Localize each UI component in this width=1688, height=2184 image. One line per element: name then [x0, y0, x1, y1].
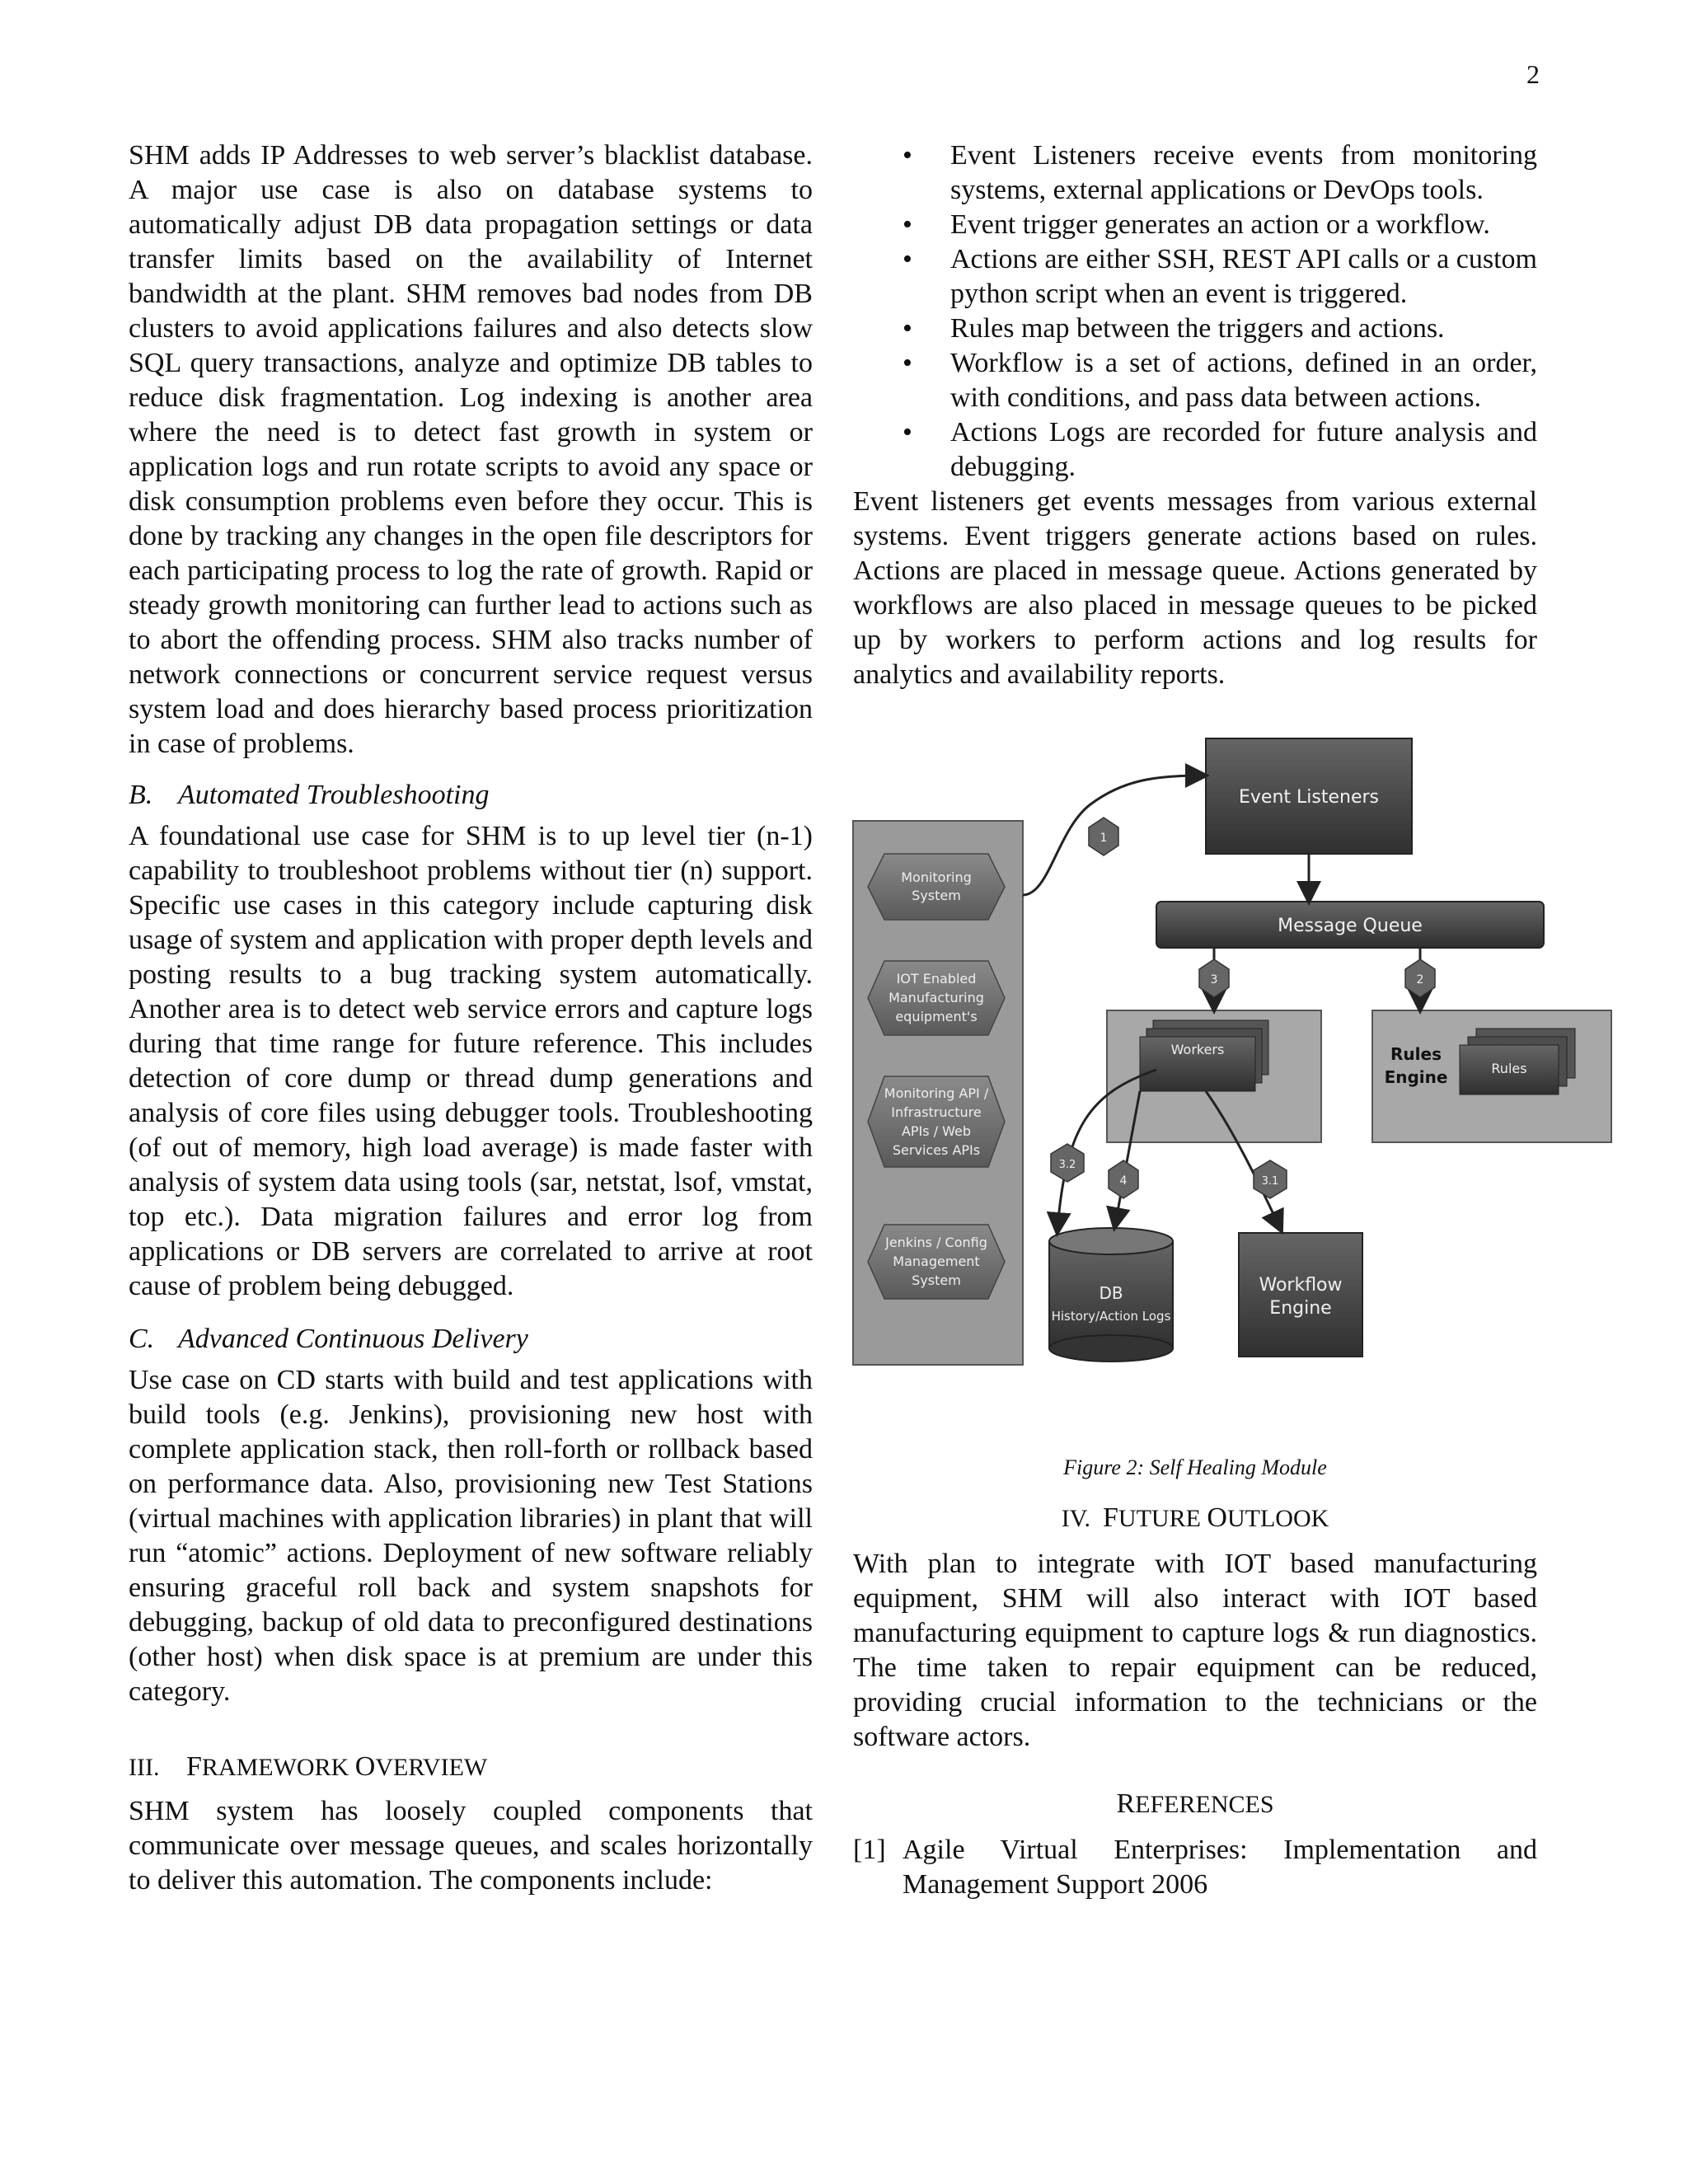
section-3-cap2: O: [354, 1751, 376, 1782]
source-label: Infrastructure: [891, 1104, 982, 1120]
section-4-rest2: UTLOOK: [1226, 1505, 1329, 1532]
badge-label: 3.1: [1261, 1175, 1279, 1188]
section-3-rest1: RAMEWORK: [201, 1754, 355, 1781]
section-b-heading: [129, 778, 813, 813]
section-3-number: III.: [129, 1754, 160, 1781]
right-column: [853, 138, 1537, 1902]
paragraph-continuous-delivery: Use case on CD starts with build and test applications with build tools (e.g. Jenkins), provisioning new host with complete application stack, then roll-forth or rollback based on performance data. Also, provisioning new Test Stations (virtual machines with application libraries) in plant that will run “atomic” actions. Deployment of new software reliably ensuring graceful roll back and system snapshots for debugging, backup of old data to preconfigured destinations (other host) when disk space is at premium are under this category.: [129, 1365, 813, 1707]
source-label: IOT Enabled: [896, 971, 977, 987]
list-item-text: Actions Logs are recorded for future analysis and debugging.: [950, 417, 1537, 482]
section-c-title: Advanced Continuous Delivery: [178, 1324, 528, 1354]
section-c-heading: [129, 1322, 813, 1357]
section-b-title: Automated Troubleshooting: [178, 780, 490, 810]
bullet-dot: •: [903, 417, 912, 448]
source-label: System: [912, 1272, 961, 1288]
source-label: System: [912, 888, 961, 903]
list-item: [853, 312, 1537, 346]
db-cylinder: [1049, 1228, 1173, 1361]
message-queue-box: [1156, 902, 1544, 948]
source-label: Monitoring API /: [884, 1085, 989, 1101]
bullet-dot: •: [903, 313, 912, 344]
paragraph-future-outlook: With plan to integrate with IOT based manufacturing equipment, SHM will also interact with IOT based manufacturing equipment to capture logs & run diagnostics. The time taken to repair equipment can be reduced, providing crucial information to the technicians or the software actors.: [853, 1549, 1537, 1752]
paragraph-ip-blacklist: SHM adds IP Addresses to web server’s blacklist database. A major use case is also on database systems to automatically adjust DB data propagation settings or data transfer limits based on the availability of Internet bandwidth at the plant. SHM removes bad nodes from DB clusters to avoid applications failures and also detects slow SQL query transactions, analyze and optimize DB tables to reduce disk fragmentation. Log indexing is another area where the need is to detect fast growth in system or application logs and run rotate scripts to avoid any space or disk consumption problems even before they occur. This is done by tracking any changes in the open file descriptors for each participating process to log the rate of growth. Rapid or steady growth monitoring can further lead to actions such as to abort the offending process. SHM also tracks number of network connections or concurrent service request versus system load and does hierarchy based process prioritization in case of problems.: [129, 140, 813, 759]
badge-label: 2: [1416, 973, 1424, 987]
bullet-dot: •: [903, 244, 912, 274]
rules-engine-label: Rules: [1390, 1044, 1442, 1064]
badge-3-2: [1051, 1144, 1084, 1182]
references-heading: [853, 1788, 1537, 1821]
self-healing-diagram: [843, 730, 1618, 1455]
event-listeners-label: Event Listeners: [1239, 787, 1379, 808]
badge-3: [1199, 959, 1229, 997]
badge-2: [1405, 959, 1435, 997]
list-item: [853, 208, 1537, 242]
source-label: Management: [893, 1254, 980, 1269]
bullet-dot: •: [903, 140, 912, 171]
paragraph-framework-overview: SHM system has loosely coupled components that communicate over message queues, and scales horizontally to deliver this automation. The components include:: [129, 1796, 813, 1896]
source-label: equipment's: [895, 1009, 978, 1024]
source-label: APIs / Web: [901, 1123, 972, 1139]
section-4-cap2: O: [1207, 1502, 1227, 1533]
rules-engine-label: Engine: [1384, 1067, 1448, 1087]
source-label: Manufacturing: [889, 990, 984, 1005]
source-monitoring-api: [868, 1076, 1005, 1167]
badge-4: [1109, 1160, 1138, 1198]
list-item-text: Event trigger generates an action or a workflow.: [950, 209, 1490, 240]
badge-1: [1089, 818, 1118, 855]
workflow-engine-label: Workflow: [1259, 1275, 1343, 1296]
reference-number: [1]: [853, 1835, 886, 1865]
workflow-engine-box: [1239, 1233, 1362, 1357]
section-b-number: B.: [129, 780, 153, 810]
section-4-number: IV.: [1061, 1505, 1090, 1532]
left-column: [129, 138, 813, 1898]
source-jenkins-config: [868, 1225, 1005, 1299]
rules-label: Rules: [1491, 1061, 1527, 1076]
page-number: 2: [1526, 59, 1540, 89]
source-iot-equipment: [868, 961, 1005, 1035]
source-label: Jenkins / Config: [885, 1235, 987, 1250]
section-c-number: C.: [129, 1324, 155, 1354]
list-item-text: Workflow is a set of actions, defined in an order, with conditions, and pass data between actions.: [950, 348, 1537, 413]
badge-label: 3.2: [1058, 1159, 1076, 1171]
source-label: Monitoring: [901, 869, 972, 885]
section-4-rest1: UTURE: [1118, 1505, 1207, 1532]
section-3-rest2: VERVIEW: [375, 1754, 488, 1781]
badge-label: 1: [1100, 832, 1108, 845]
badge-label: 3: [1210, 973, 1218, 987]
bullet-dot: •: [903, 348, 912, 378]
reference-text: Agile Virtual Enterprises: Implementation and Management Support 2006: [903, 1835, 1537, 1900]
paragraph-event-listeners: Event listeners get events messages from various external systems. Event triggers generate actions based on rules. Actions are placed in message queue. Actions generated by workflows are also placed in message queues to be picked up by workers to perform actions and log results for analytics and availability reports.: [853, 486, 1537, 690]
components-list: [853, 138, 1537, 485]
list-item: [853, 415, 1537, 485]
section-4-heading: [853, 1502, 1537, 1535]
source-monitoring-system: [868, 854, 1005, 920]
badge-label: 4: [1119, 1174, 1128, 1188]
paragraph-troubleshooting: A foundational use case for SHM is to up level tier (n-1) capability to troubleshoot problems without tier (n) support. Specific use cases in this category include capturing disk usage of system and application with proper depth levels and posting results to a bug tracking system automatically. Another area is to detect web service errors and capture logs during that time range for future reference. This includes detection of core dump or thread dump generations and analysis of core files using debugger tools. Troubleshooting (of out of memory, high load average) is made faster with analysis of system data using tools (sar, netstat, lsof, vmstat, top etc.). Data migration failures and error log from applications or DB servers are correlated to arrive at root cause of problem being debugged.: [129, 821, 813, 1301]
workers-stack: [1140, 1020, 1268, 1091]
list-item: [853, 138, 1537, 208]
section-3-cap1: F: [186, 1751, 202, 1782]
list-item-text: Actions are either SSH, REST API calls or a custom python script when an event is triggered.: [950, 244, 1537, 309]
bullet-dot: •: [903, 209, 912, 240]
db-label: DB: [1099, 1283, 1123, 1303]
badge-3-1: [1254, 1160, 1287, 1198]
figure-self-healing-module: [843, 730, 1618, 1455]
event-listeners-box: [1206, 738, 1412, 854]
workflow-engine-label: Engine: [1269, 1298, 1332, 1319]
section-3-heading: [129, 1750, 813, 1784]
db-sublabel: History/Action Logs: [1051, 1309, 1171, 1324]
figure-caption: Figure 2: Self Healing Module: [1063, 1455, 1327, 1479]
list-item: [853, 346, 1537, 415]
list-item: [853, 242, 1537, 312]
reference-item: [853, 1833, 1537, 1902]
list-item-text: Event Listeners receive events from monitoring systems, external applications or DevOps tools.: [950, 140, 1537, 205]
list-item-text: Rules map between the triggers and actions.: [950, 313, 1445, 344]
section-4-cap1: F: [1103, 1502, 1118, 1533]
message-queue-label: Message Queue: [1278, 916, 1423, 936]
workers-label: Workers: [1170, 1042, 1225, 1057]
rules-stack: [1460, 1029, 1575, 1094]
source-label: Services APIs: [892, 1142, 981, 1158]
references-rest: EFERENCES: [1135, 1791, 1274, 1818]
references-cap: R: [1116, 1788, 1136, 1819]
